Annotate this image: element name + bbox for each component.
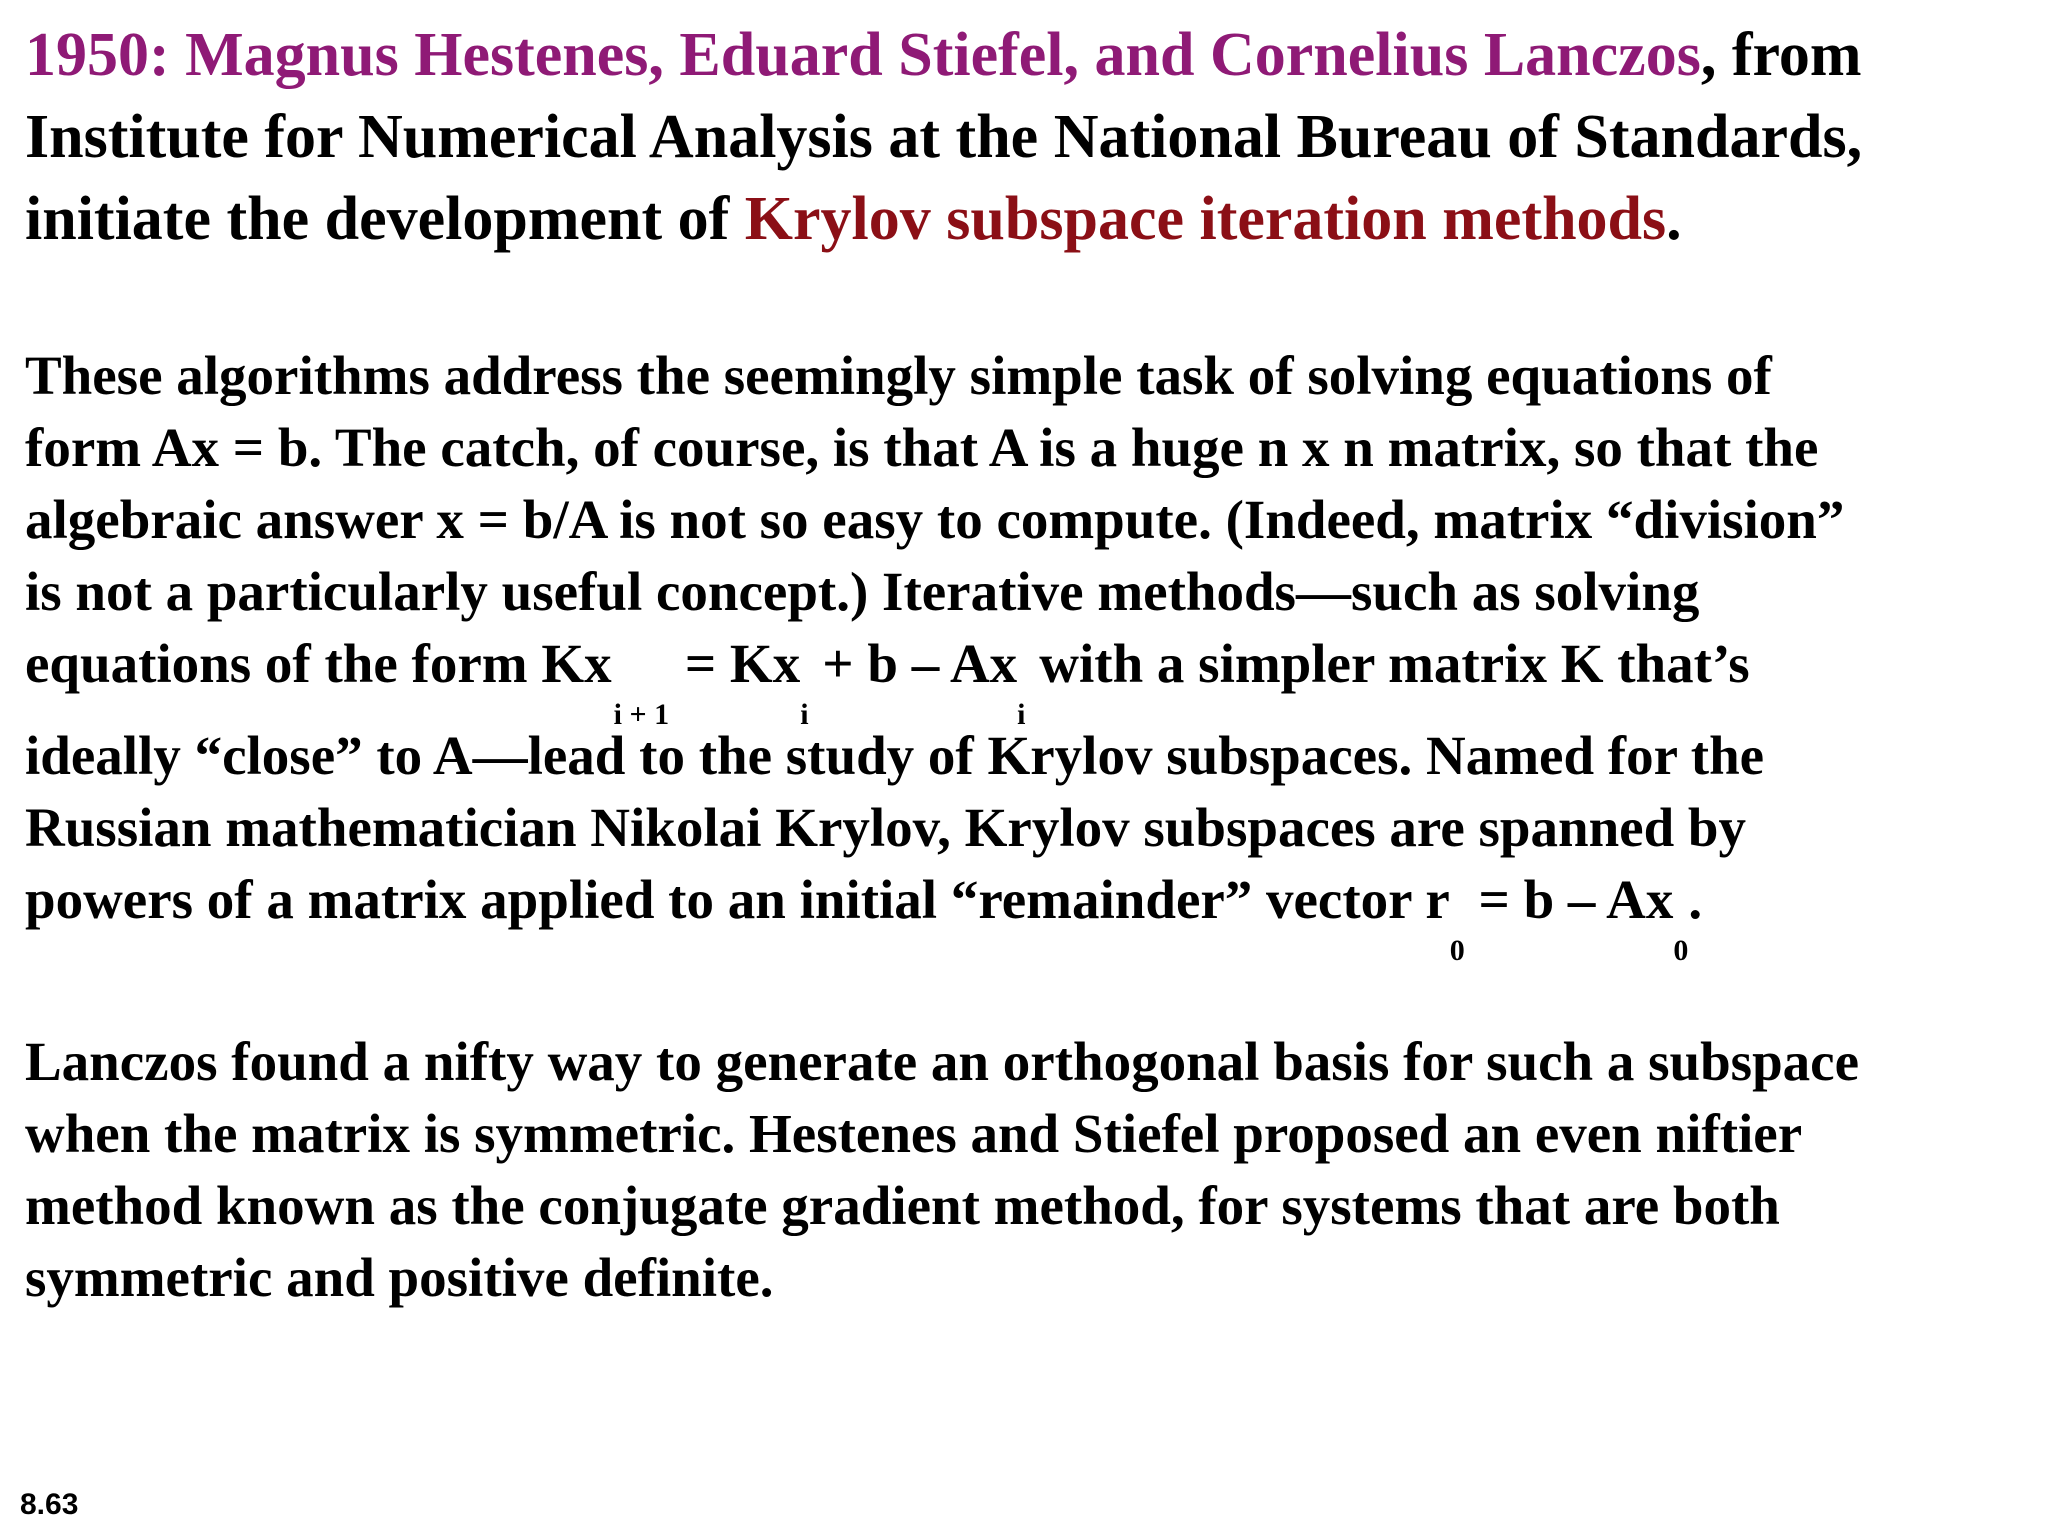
p2-line-4: symmetric and positive definite. <box>25 1247 774 1308</box>
paragraph-lanczos <box>25 1026 2025 1314</box>
p1-line-7: Russian mathematician Nikolai Krylov, Krylov subspaces are spanned by <box>25 797 1747 858</box>
slide-heading <box>25 14 2048 260</box>
heading-line-1 <box>25 14 2048 96</box>
p1-line-6: ideally “close” to A—lead to the study of Krylov subspaces. Named for the <box>25 725 1765 786</box>
heading-names: 1950: Magnus Hestenes, Eduard Stiefel, and Cornelius Lanczos <box>25 21 1701 89</box>
p1-line-3: algebraic answer x = b/A is not so easy to compute. (Indeed, matrix “division” <box>25 489 1845 550</box>
p1-line-8: powers of a matrix applied to an initial “remainder” vector r0 = b – Ax0. <box>25 869 1703 967</box>
p1-line-5-c: + b – Ax <box>808 633 1018 694</box>
slide-number: 8.63 <box>20 1488 79 1521</box>
p2-line-3: method known as the conjugate gradient method, for systems that are both <box>25 1175 1780 1236</box>
p1-line-5-b: = Kx <box>671 633 801 694</box>
heading-line-1-rest: , from <box>1700 21 1862 89</box>
heading-line-3-start: initiate the development of <box>25 185 745 253</box>
p1-line-5-a: equations of the form Kx <box>25 633 612 694</box>
p2-line-2: when the matrix is symmetric. Hestenes and Stiefel proposed an even niftier <box>25 1103 1803 1164</box>
p1-line-8-b: = b – Ax <box>1464 869 1674 930</box>
p1-line-8-a: powers of a matrix applied to an initial “remainder” vector r <box>25 869 1450 930</box>
p1-line-2: form Ax = b. The catch, of course, is that A is a huge n x n matrix, so that the <box>25 417 1819 478</box>
p2-line-1: Lanczos found a nifty way to generate an orthogonal basis for such a subspace <box>25 1031 1859 1092</box>
p1-line-4: is not a particularly useful concept.) Iterative methods—such as solving <box>25 561 1700 622</box>
heading-line-3-end: . <box>1666 185 1682 253</box>
heading-methods: Krylov subspace iteration methods <box>744 185 1667 253</box>
p1-line-5-d: with a simpler matrix K that’s <box>1025 633 1750 694</box>
p1-line-1: These algorithms address the seemingly simple task of solving equations of <box>25 345 1772 406</box>
p1-line-5: equations of the form Kxi + 1 = Kxi + b – Axi with a simpler matrix K that’s <box>25 633 1750 731</box>
heading-line-3 <box>25 178 2048 260</box>
p1-line-8-c: . <box>1688 869 1703 930</box>
paragraph-krylov <box>25 340 2025 967</box>
heading-line-2: Institute for Numerical Analysis at the National Bureau of Standards, <box>25 103 1863 171</box>
